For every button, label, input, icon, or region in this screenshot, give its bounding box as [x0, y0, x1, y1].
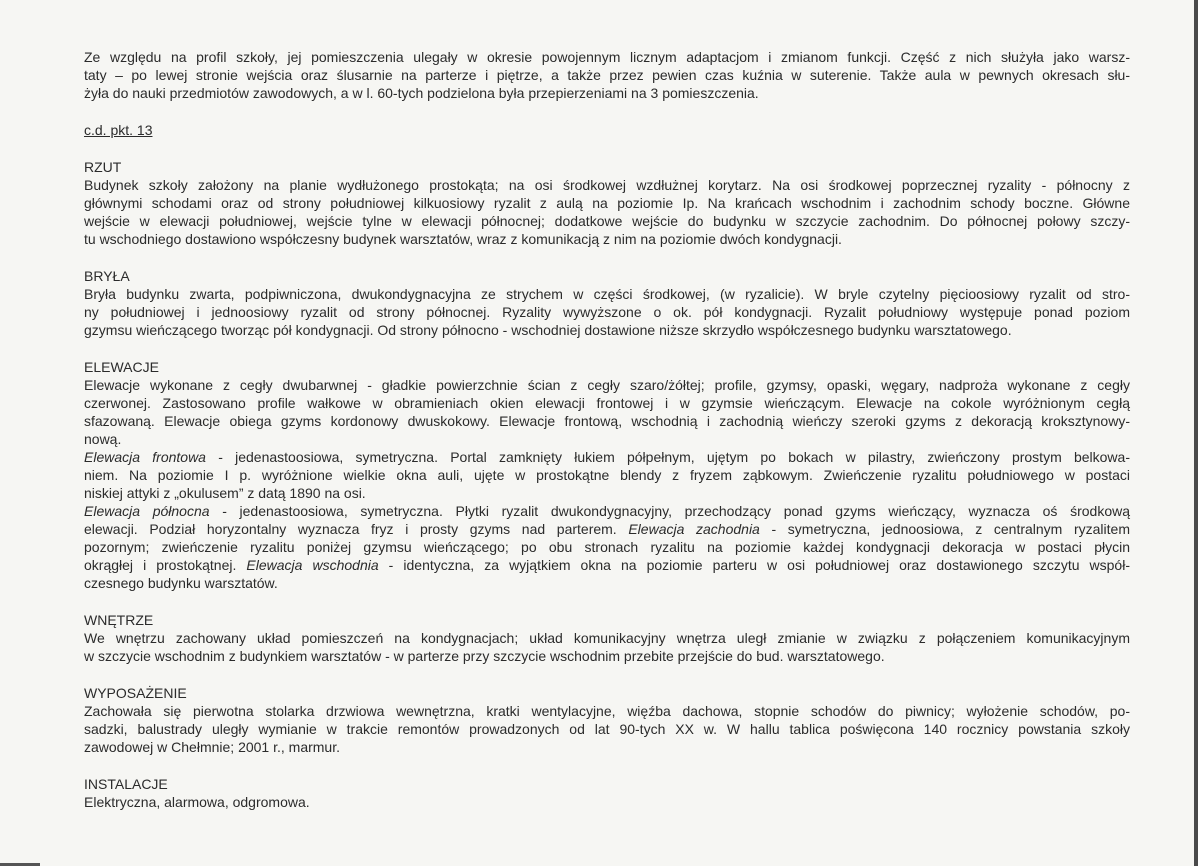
text-run: tu wschodniego dostawiono współczesny budynek warsztatów, wraz z komunikacją z nim na poziomie dwóch kondygnacji. — [84, 231, 842, 247]
section-wne-trze — [84, 611, 1130, 665]
text-run: pozornym; zwieńczenie ryzalitu poniżej gzymsu wieńczącego; po obu stronach ryzalitu na poziomie każdej kondygnacji dekoracja w postaci płycin — [84, 539, 1130, 555]
paragraph — [84, 285, 1130, 339]
text-run: We wnętrzu zachowany układ pomieszczeń na kondygnacjach; układ komunikacyjny wnętrza uległ zmianie w związku z połączeniem komunikacyjnym — [84, 630, 1130, 646]
paragraph — [84, 702, 1130, 756]
text-run: Budynek szkoły założony na planie wydłużonego prostokąta; na osi środkowej wzdłużnej korytarz. Na osi środkowej poprzecznej ryzality - północny z — [84, 177, 1130, 193]
section-heading: INSTALACJE — [84, 776, 168, 792]
text-line — [84, 574, 1130, 592]
text-line — [84, 466, 1130, 484]
text-line — [84, 84, 1130, 102]
section-rzut — [84, 158, 1130, 248]
text-run: niskiej attyki z „okulusem” z datą 1890 na osi. — [84, 485, 366, 501]
text-run: w szczycie wschodnim z budynkiem warsztatów - w parterze przy szczycie wschodnim przebite przejście do bud. warsztatowego. — [84, 648, 885, 664]
italic-term: Elewacja wschodnia — [246, 557, 379, 573]
text-run: sfazowaną. Elewacje obiega gzyms kordonowy dwuskokowy. Elewacje frontową, wschodnią i zachodnią wieńczy szeroki gzyms z dekoracją kroksztynowy- — [84, 413, 1130, 429]
italic-term: Elewacja frontowa — [84, 449, 206, 465]
text-line — [84, 321, 1130, 339]
text-run: - jedenastoosiowa, symetryczna. Portal zamknięty łukiem półpełnym, ujętym po bokach w pilastry, zwieńczony prostym belkowa- — [205, 449, 1130, 465]
text-line — [84, 793, 1130, 811]
text-run: czerwonej. Zastosowano profile wałkowe w obramieniach okien elewacji frontowej i w gzymsie wieńczącym. Elewacje na cokole wyróżnionym cegłą — [84, 395, 1130, 411]
section-heading: WNĘTRZE — [84, 612, 154, 628]
text-run: sadzki, balustrady uległy wymianie w trakcie remontów prowadzonych od lat 90-tych XX w. W hallu tablica poświęcona 140 rocznicy powstania szkoły — [84, 721, 1130, 737]
section-wyposaz-enie — [84, 684, 1130, 756]
scan-edge — [1194, 0, 1198, 866]
text-run: taty – po lewej stronie wejścia oraz ślusarnie na parterze i piętrze, a także przez pewien czas kuźnia w suterenie. Także aula w pewnych okresach słu- — [84, 67, 1130, 83]
text-run: czesnego budynku warsztatów. — [84, 575, 278, 591]
text-run: - identyczna, za wyjątkiem okna na poziomie parteru w osi południowej oraz dostawionego szczytu współ- — [378, 557, 1130, 573]
section-instalacje — [84, 775, 1130, 811]
text-run: Bryła budynku zwarta, podpiwniczona, dwukondygnacyjna ze strychem w części środkowej, (w ryzalicie). W bryle czytelny pięcioosiowy ryzalit od stro- — [84, 286, 1130, 302]
text-run: - symetryczna, jednoosiowa, z centralnym ryzalitem — [759, 521, 1130, 537]
text-run: zawodowej w Chełmnie; 2001 r., marmur. — [84, 739, 340, 755]
text-line — [84, 484, 1130, 502]
section-heading: RZUT — [84, 159, 122, 175]
paragraph — [84, 448, 1130, 502]
text-run: Ze względu na profil szkoły, jej pomieszczenia ulegały w okresie powojennym licznym adaptacjom i zmianom funkcji. Część z nich służyła jako warsz- — [84, 49, 1130, 65]
text-run: Elewacje wykonane z cegły dwubarwnej - gładkie powierzchnie ścian z cegły szaro/żółtej; profile, gzymsy, opaski, węgary, nadproża wykonane z cegły — [84, 377, 1130, 393]
paragraph — [84, 48, 1130, 102]
paragraph — [84, 376, 1130, 448]
text-line — [84, 194, 1130, 212]
section-elewacje — [84, 358, 1130, 592]
text-run: głównymi schodami oraz od strony południowej kilkuosiowy ryzalit z aulą na poziomie Ip. Na krańcach wschodnim i zachodnim schody boczne. Główne — [84, 195, 1130, 211]
text-line — [84, 647, 1130, 665]
section-heading: WYPOSAŻENIE — [84, 685, 187, 701]
text-line — [84, 285, 1130, 303]
paragraph — [84, 176, 1130, 248]
text-line — [84, 629, 1130, 647]
text-run: nową. — [84, 431, 122, 447]
continuation-note: c.d. pkt. 13 — [84, 122, 153, 138]
text-line — [84, 702, 1130, 720]
text-run: elewacji. Podział horyzontalny wyznacza fryz i prosty gzyms nad parterem. — [84, 521, 629, 537]
text-run: Elektryczna, alarmowa, odgromowa. — [84, 794, 310, 810]
section-heading: ELEWACJE — [84, 359, 159, 375]
text-run: - jedenastoosiowa, symetryczna. Płytki ryzalit dwukondygnacyjny, przechodzący ponad gzyms wieńczący, wyznacza oś środkową — [209, 503, 1131, 519]
text-line — [84, 520, 1130, 538]
text-run: gzymsu wieńczącego tworząc pół kondygnacji. Od strony północno - wschodniej dostawione niższe skrzydło współczesnego budynku warsztatowego. — [84, 322, 1012, 338]
paragraph — [84, 502, 1130, 592]
text-line — [84, 720, 1130, 738]
text-line — [84, 176, 1130, 194]
italic-term: Elewacja północna — [84, 503, 210, 519]
text-line — [84, 66, 1130, 84]
text-line — [84, 448, 1130, 466]
text-line — [84, 738, 1130, 756]
section-heading: BRYŁA — [84, 268, 130, 284]
text-run: wejście w elewacji południowej, wejście tylne w elewacji północnej; dodatkowe wejście do budynku w szczycie zachodnim. Do północnej połowy szczy- — [84, 213, 1130, 229]
text-line — [84, 376, 1130, 394]
text-run: żyła do nauki przedmiotów zawodowych, a w l. 60-tych podzielona była przepierzeniami na 3 pomieszczenia. — [84, 85, 759, 101]
text-line — [84, 303, 1130, 321]
text-line — [84, 556, 1130, 574]
text-line — [84, 430, 1130, 448]
section-intro — [84, 48, 1130, 102]
document-page — [84, 48, 1130, 830]
text-run: okrągłej i prostokątnej. — [84, 557, 247, 573]
text-line — [84, 230, 1130, 248]
text-line — [84, 394, 1130, 412]
text-run: Zachowała się pierwotna stolarka drzwiowa wewnętrzna, kratki wentylacyjne, więźba dachowa, stopnie schodów do piwnicy; wyłożenie schodów, po- — [84, 703, 1130, 719]
text-line — [84, 538, 1130, 556]
paragraph — [84, 793, 1130, 811]
text-run: niem. Na poziomie I p. wyróżnione wielkie okna auli, ujęte w prostokątne blendy z fryzem ząbkowym. Zwieńczenie ryzalitu południowego w postaci — [84, 467, 1130, 483]
text-run: ny południowej i jednoosiowy ryzalit od strony północnej. Ryzality wywyższone o ok. pół kondygnacji. Ryzalit południowy występuje ponad poziom — [84, 304, 1130, 320]
text-line — [84, 412, 1130, 430]
section-c-d-pkt-13 — [84, 121, 1130, 139]
text-line — [84, 212, 1130, 230]
text-line — [84, 48, 1130, 66]
text-line — [84, 502, 1130, 520]
italic-term: Elewacja zachodnia — [628, 521, 760, 537]
paragraph — [84, 629, 1130, 665]
section-bry-a — [84, 267, 1130, 339]
